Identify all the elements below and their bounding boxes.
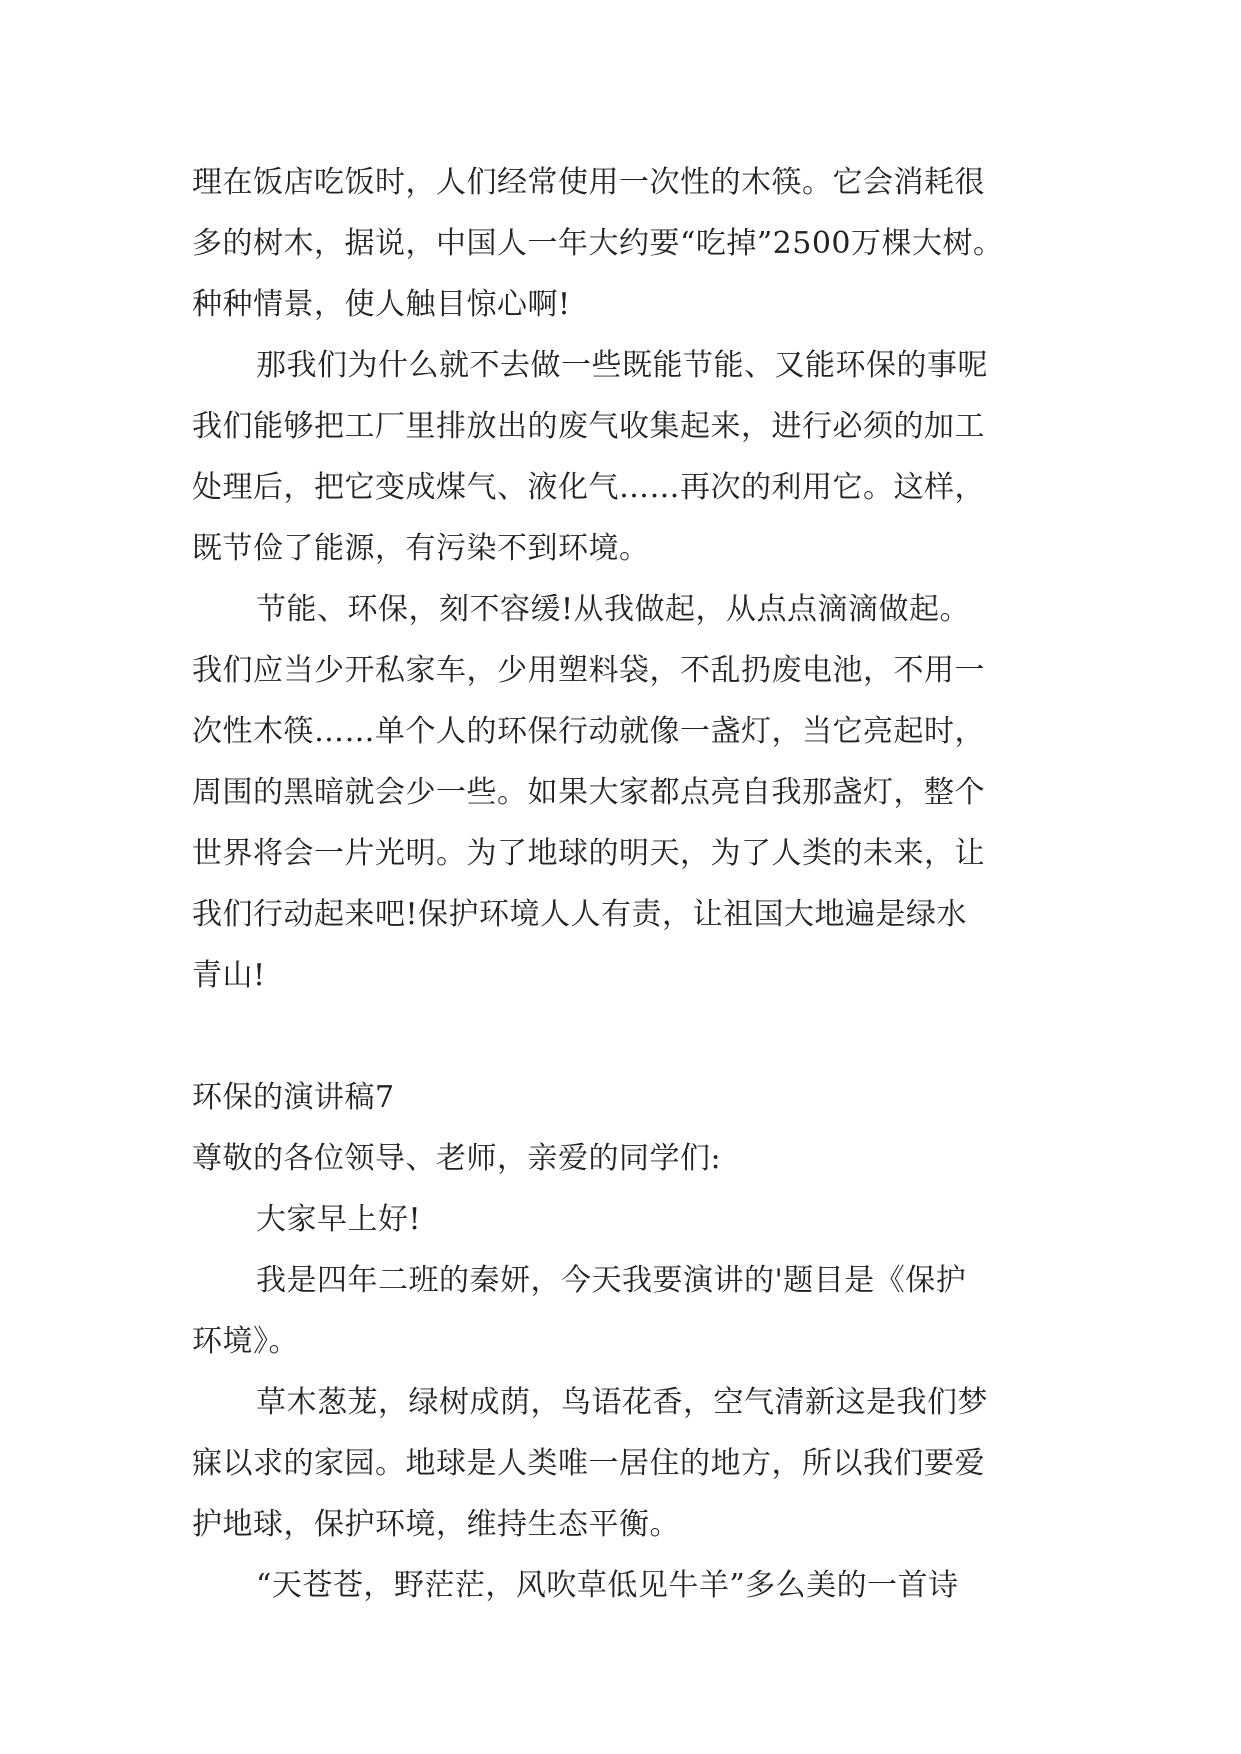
text-line: 青山! xyxy=(192,958,266,993)
text-line: 世界将会一片光明。为了地球的明天，为了人类的未来，让 xyxy=(192,836,985,871)
text-line: 处理后，把它变成煤气、液化气……再次的利用它。这样， xyxy=(192,470,985,505)
text-line: 种种情景，使人触目惊心啊! xyxy=(192,287,571,322)
text-line: 我们能够把工厂里排放出的废气收集起来，进行必须的加工 xyxy=(192,409,985,444)
text-line: 寐以求的家园。地球是人类唯一居住的地方，所以我们要爱 xyxy=(192,1446,985,1481)
text-line: 护地球，保护环境，维持生态平衡。 xyxy=(192,1507,680,1542)
text-line: 我们行动起来吧!保护环境人人有责，让祖国大地遍是绿水 xyxy=(192,897,968,932)
paragraph-start-from-me xyxy=(192,579,1058,1006)
salutation-line: 尊敬的各位领导、老师，亲爱的同学们: xyxy=(192,1141,722,1176)
text-line: 那我们为什么就不去做一些既能节能、又能环保的事呢 xyxy=(256,348,988,383)
paragraph-wooden-chopsticks xyxy=(192,152,1058,335)
paragraph-poem xyxy=(192,1555,1058,1616)
text-line: 草木葱茏，绿树成荫，鸟语花香，空气清新这是我们梦 xyxy=(256,1385,988,1420)
section-spacer xyxy=(192,1006,1058,1067)
text-line: “天苍苍，野茫茫，风吹草低见牛羊”多么美的一首诗 xyxy=(256,1568,959,1603)
speech-title xyxy=(192,1067,1058,1128)
section-title: 环保的演讲稿7 xyxy=(192,1080,395,1115)
text-line: 周围的黑暗就会少一些。如果大家都点亮自我那盏灯，整个 xyxy=(192,775,985,810)
text-line: 理在饭店吃饭时，人们经常使用一次性的木筷。它会消耗很 xyxy=(192,165,985,200)
paragraph-waste-gas xyxy=(192,335,1058,579)
paragraph-dream-home xyxy=(192,1372,1058,1555)
text-line: 环境》。 xyxy=(192,1324,299,1359)
text-line: 多的树木，据说，中国人一年大约要“吃掉”2500万棵大树。 xyxy=(192,226,1004,261)
greeting xyxy=(192,1189,1058,1250)
greeting-line: 大家早上好! xyxy=(256,1202,422,1237)
text-line: 既节俭了能源，有污染不到环境。 xyxy=(192,531,650,566)
salutation xyxy=(192,1128,1058,1189)
text-line: 节能、环保，刻不容缓!从我做起，从点点滴滴做起。 xyxy=(256,592,971,627)
paragraph-introduction xyxy=(192,1250,1058,1372)
text-line: 我们应当少开私家车，少用塑料袋，不乱扔废电池，不用一 xyxy=(192,653,985,688)
text-line: 我是四年二班的秦妍，今天我要演讲的'题目是《保护 xyxy=(256,1263,967,1298)
text-line: 次性木筷……单个人的环保行动就像一盏灯，当它亮起时， xyxy=(192,714,985,749)
document-body xyxy=(192,152,1058,1616)
